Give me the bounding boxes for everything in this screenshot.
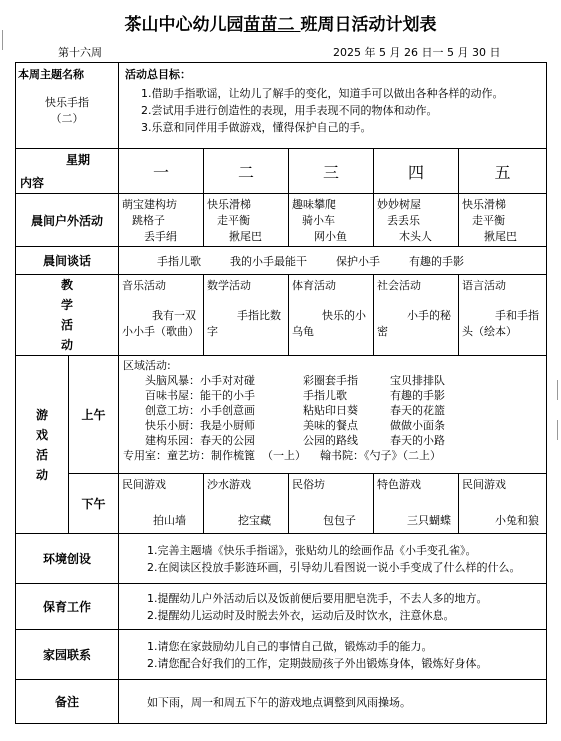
pm-game-type: 沙水游戏 (207, 478, 251, 491)
teaching-title: 密 (377, 325, 388, 338)
day-content-header (16, 149, 119, 194)
day-header-mon: 一 (119, 149, 204, 194)
pm-game-cell-thu (374, 474, 459, 534)
area-item: 彩圈套手指 (303, 374, 358, 387)
weekly-plan-table (15, 62, 547, 724)
teaching-title: 手指比数 (237, 309, 281, 322)
pm-game-type: 民俗坊 (292, 478, 325, 491)
care-cell (119, 584, 547, 630)
morning-talk-label: 晨间谈话 (16, 247, 119, 275)
area-item: 宝贝排排队 (390, 374, 445, 387)
pm-game-name: 包包子 (323, 514, 356, 527)
goals-cell (119, 63, 547, 149)
goal-item: 1.借助手指歌谣，让幼儿了解手的变化，知道手可以做出各种各样的动作。 (141, 87, 504, 100)
care-item: 2.提醒幼儿运动时及时脱去外衣，运动后及时饮水，注意休息。 (147, 608, 455, 622)
theme-row (16, 63, 547, 149)
home-row (16, 630, 547, 680)
environment-item: 2.在阅读区投放手影涟环画，引导幼儿看图说一说小手变成了什么样的什么。 (147, 560, 521, 574)
area-item: 做做小面条 (390, 419, 445, 432)
environment-row (16, 534, 547, 584)
goal-item: 2.尝试用手进行创造性的表现，用手表现不同的物体和动作。 (141, 104, 438, 117)
teaching-row (16, 275, 547, 356)
special-room-activities: 专用室：童艺坊：制作梳篦 （一上） 翰书院：《勺子》（二上） (123, 449, 441, 462)
talk-topic: 手指儿歌 (157, 254, 201, 268)
care-label: 保育工作 (16, 584, 119, 630)
outdoor-item: 网小鱼 (314, 230, 347, 243)
pm-game-cell-tue (204, 474, 289, 534)
morning-outdoor-label: 晨间户外活动 (16, 194, 119, 247)
outdoor-item: 走平衡 (472, 214, 505, 227)
goals-label: 活动总目标： (125, 68, 191, 81)
notes-text: 如下雨，周一和周五下午的游戏地点调整到风雨操场。 (119, 680, 547, 724)
teaching-cell-fri (459, 275, 547, 356)
notes-label: 备注 (16, 680, 119, 724)
label-char: 动 (60, 338, 73, 352)
area-activities-cell (119, 356, 547, 474)
pm-game-cell-wed (289, 474, 374, 534)
outdoor-item: 骑小车 (302, 214, 335, 227)
teaching-cell-mon (119, 275, 204, 356)
label-char: 戏 (35, 427, 48, 442)
outdoor-item: 揪尾巴 (229, 230, 262, 243)
outdoor-cell-tue (204, 194, 289, 247)
morning-talk-topics (119, 247, 547, 275)
outdoor-item: 走平衡 (217, 214, 250, 227)
area-item: 手指儿歌 (303, 389, 347, 402)
page-margin-marker (557, 380, 558, 400)
teaching-cell-tue (204, 275, 289, 356)
home-contact-item: 2.请您配合好我们的工作，定期鼓励孩子外出锻炼身体，锻炼好身体。 (147, 656, 488, 670)
area-item: 头脑风暴：小手对对碰 (145, 374, 255, 387)
home-contact-item: 1.请您在家鼓励幼儿自己的事情自己做，锻炼动手的能力。 (147, 639, 433, 653)
teaching-subject: 语言活动 (462, 279, 506, 292)
label-char: 动 (35, 467, 48, 482)
outdoor-item: 揪尾巴 (484, 230, 517, 243)
theme-name-suffix: （二） (50, 112, 84, 125)
area-item: 春天的花篮 (390, 404, 445, 417)
area-item: 春天的小路 (390, 434, 445, 447)
notes-row (16, 680, 547, 724)
outdoor-item: 丢手绢 (144, 230, 177, 243)
outdoor-item: 跳格子 (132, 214, 165, 227)
area-item: 百味书屋：能干的小手 (145, 389, 255, 402)
outdoor-cell-fri (459, 194, 547, 247)
game-label (16, 356, 69, 534)
day-header-tue: 二 (204, 149, 289, 194)
area-list (145, 373, 542, 448)
area-item: 建构乐园：春天的公园 (145, 434, 255, 447)
teaching-subject: 数学活动 (207, 279, 251, 292)
outdoor-item: 萌宝建构坊 (122, 198, 177, 211)
teaching-title: 头（绘本） (462, 325, 517, 338)
teaching-title: 我有一双 (152, 309, 196, 322)
teaching-title: 小小手（歌曲） (122, 325, 199, 338)
home-contact-label: 家园联系 (16, 630, 119, 680)
teaching-label (16, 275, 119, 356)
outdoor-item: 快乐滑梯 (207, 198, 251, 211)
week-label: 第十六周 (58, 46, 102, 59)
pm-game-name: 挖宝藏 (238, 514, 271, 527)
label-char: 活 (60, 318, 73, 332)
area-item: 美味的餐点 (303, 419, 358, 432)
teaching-title: 手和手指 (495, 309, 540, 322)
page-margin-marker (557, 420, 558, 440)
pm-game-name: 三只蝴蝶 (407, 514, 451, 527)
area-item: 粘贴印日葵 (303, 404, 358, 417)
outdoor-item: 趣味攀爬 (292, 198, 336, 211)
label-char: 活 (35, 447, 48, 462)
talk-topic: 有趣的手影 (409, 254, 464, 268)
home-contact-cell (119, 630, 547, 680)
teaching-subject: 社会活动 (377, 279, 421, 292)
pm-game-name: 拍山墙 (153, 514, 186, 527)
label-char: 学 (60, 298, 73, 312)
label-char: 教 (60, 278, 73, 292)
outdoor-cell-mon (119, 194, 204, 247)
game-pm-label: 下午 (69, 474, 119, 534)
teaching-subject: 音乐活动 (122, 279, 166, 292)
environment-label: 环境创设 (16, 534, 119, 584)
game-am-row (16, 356, 547, 474)
outdoor-cell-thu (374, 194, 459, 247)
game-pm-row (16, 474, 547, 534)
outdoor-cell-wed (289, 194, 374, 247)
outdoor-item: 丢丢乐 (387, 214, 420, 227)
teaching-cell-thu (374, 275, 459, 356)
days-header-row (16, 149, 547, 194)
pm-game-cell-mon (119, 474, 204, 534)
page-title (0, 10, 561, 35)
title-school: 茶山中心幼儿园 (124, 15, 244, 35)
outdoor-item: 快乐滑梯 (462, 198, 506, 211)
care-row (16, 584, 547, 630)
teaching-cell-wed (289, 275, 374, 356)
teaching-title: 字 (207, 325, 218, 338)
teaching-subject: 体育活动 (292, 279, 336, 292)
area-item: 公园的路线 (303, 434, 358, 447)
theme-label: 本周主题名称 (18, 68, 84, 81)
talk-topic: 保护小手 (336, 254, 380, 268)
date-range: 2025 年 5 月 26 日一 5 月 30 日 (333, 46, 501, 59)
outdoor-item: 木头人 (399, 230, 432, 243)
area-item: 创意工坊：小手创意画 (145, 404, 255, 417)
area-title: 区域活动: (123, 359, 171, 372)
pm-game-type: 民间游戏 (462, 478, 506, 491)
morning-talk-row (16, 247, 547, 275)
game-am-label: 上午 (69, 356, 119, 474)
environment-item: 1.完善主题墙《快乐手指谣》，张贴幼儿的绘画作品《小手变孔雀》。 (147, 543, 477, 557)
area-item: 快乐小厨：我是小厨师 (145, 419, 255, 432)
talk-topic: 我的小手最能干 (230, 254, 307, 268)
label-char: 游 (35, 407, 48, 422)
content-label: 内容 (20, 176, 45, 190)
theme-cell (16, 63, 119, 149)
title-suffix: 班周日活动计划表 (300, 15, 437, 35)
theme-name: 快乐手指 (45, 96, 89, 109)
teaching-title: 小手的秘 (407, 309, 451, 322)
pm-game-cell-fri (459, 474, 547, 534)
pm-game-name: 小兔和狼 (495, 514, 540, 527)
pm-game-type: 民间游戏 (122, 478, 166, 491)
environment-cell (119, 534, 547, 584)
area-item: 有趣的手影 (390, 389, 445, 402)
day-header-wed: 三 (289, 149, 374, 194)
teaching-title: 乌龟 (292, 325, 314, 338)
goal-item: 3.乐意和同伴用手做游戏，懂得保护自己的手。 (141, 121, 372, 134)
teaching-title: 快乐的小 (322, 309, 366, 322)
morning-outdoor-row (16, 194, 547, 247)
weekday-label: 星期 (65, 153, 90, 167)
title-class: 苗苗二 (243, 15, 295, 35)
day-header-fri: 五 (459, 149, 547, 194)
outdoor-item: 妙妙树屋 (377, 198, 421, 211)
pm-game-type: 特色游戏 (377, 478, 421, 491)
care-item: 1.提醒幼儿户外活动后以及饭前便后要用肥皂洗手，不去人多的地方。 (147, 591, 488, 605)
day-header-thu: 四 (374, 149, 459, 194)
